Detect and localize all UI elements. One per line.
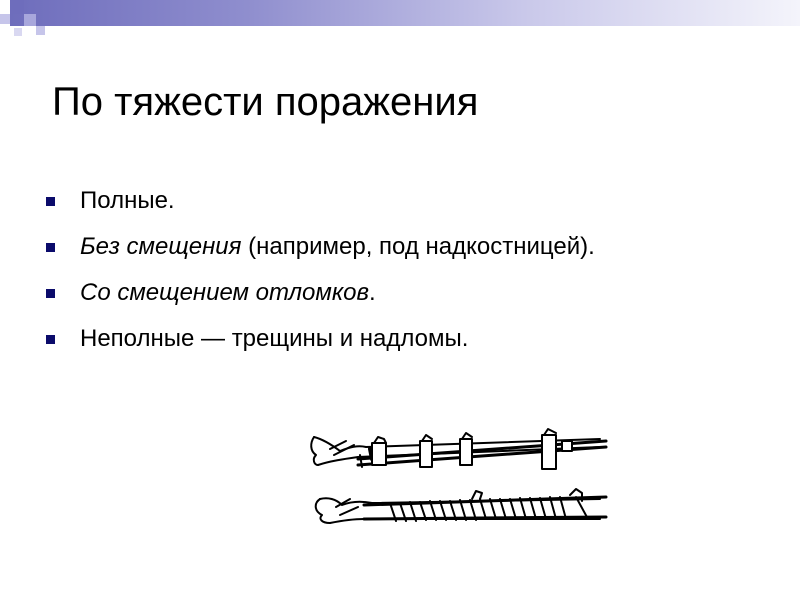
upper-splint-drawing xyxy=(311,429,606,469)
top-gradient-bar xyxy=(10,0,800,26)
slide-title: По тяжести поражения xyxy=(52,80,479,124)
bullet-text: (например, под надкостницей). xyxy=(241,233,595,260)
bullet-item xyxy=(44,227,664,267)
bullet-item xyxy=(44,319,664,359)
bullet-square-icon xyxy=(46,335,55,344)
corner-square xyxy=(10,0,24,14)
corner-square xyxy=(0,14,10,24)
bullet-text: Полные. xyxy=(80,187,175,214)
bullet-text: Неполные — трещины и надломы. xyxy=(80,325,469,352)
bullet-list xyxy=(44,181,664,365)
corner-square xyxy=(24,14,36,26)
bullet-item xyxy=(44,273,664,313)
bullet-square-icon xyxy=(46,289,55,298)
bullet-square-icon xyxy=(46,197,55,206)
bullet-item xyxy=(44,181,664,221)
bullet-italic-text: Без смещения xyxy=(80,233,242,260)
lower-splint-drawing xyxy=(316,489,606,523)
corner-square xyxy=(14,28,22,36)
splinted-leg-sketch-icon xyxy=(300,425,610,545)
corner-square xyxy=(36,26,45,35)
bullet-square-icon xyxy=(46,243,55,252)
bullet-text: . xyxy=(369,279,376,306)
bullet-italic-text: Со смещением отломков xyxy=(80,279,370,306)
